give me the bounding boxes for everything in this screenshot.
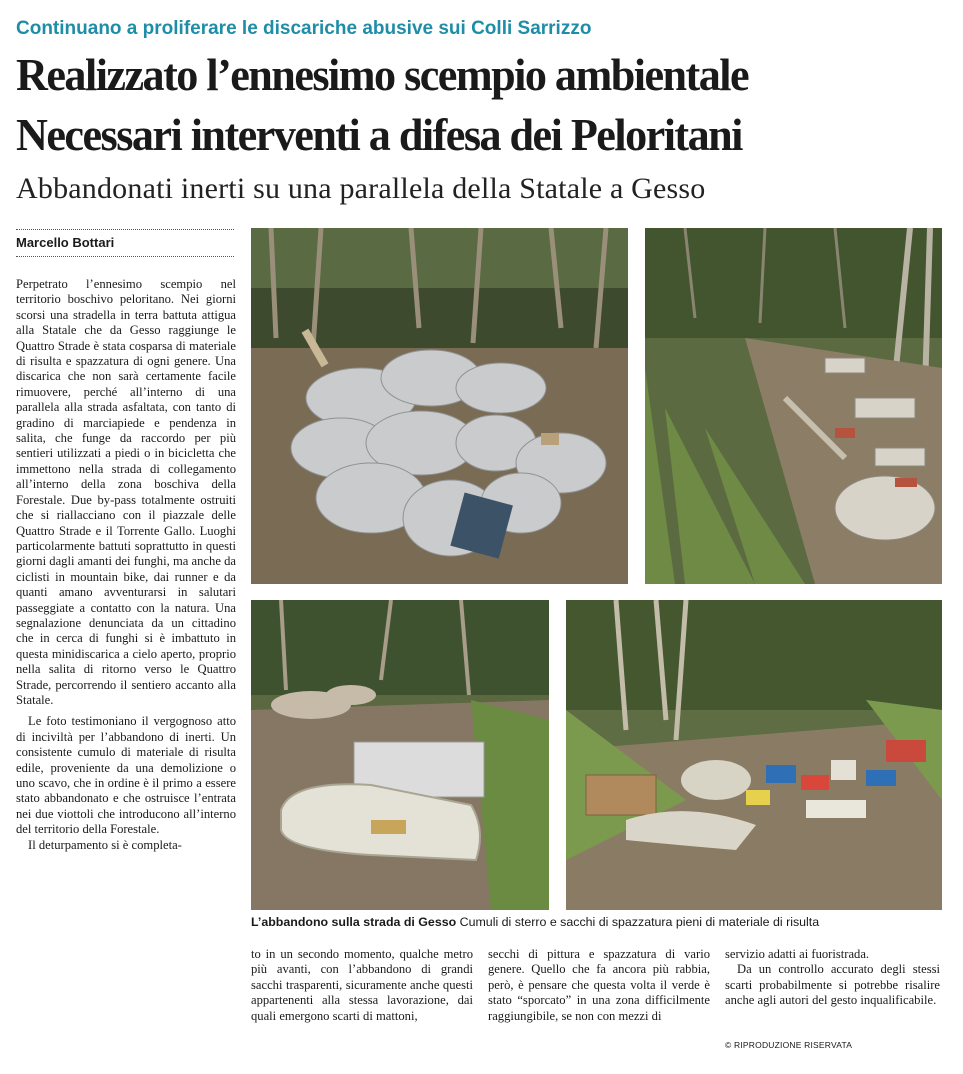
photo-caption xyxy=(251,915,819,929)
article-paragraph: Perpetrato l’ennesimo scempio nel territorio boschivo peloritano. Nei giorni scorsi una stradella in terra battuta attigua alla Statale che da Gesso raggiunge le Quattro Strade è stata cosparsa di materiale di risulta e spazzatura di ogni genere. Una discarica che non sarà certamente facile rimuovere, perché all’interno di una parallela alla strada asfaltata, con tanto di gradino di marciapiede e pendenza in salita, che funge da raccordo per più sentieri utilizzati a piedi o in bicicletta che immettono nella strada di collegamento all’interno della zona boschiva della Forestale. Due by-pass totalmente ostruiti che si riallacciano con il piazzale delle Quattro Strade e il Torrente Gallo. Luoghi particolarmente battuti soprattutto in questi giorni dagli amanti dei funghi, ma anche da ciclisti in mountain bike, dai runner e da quanti amano avventurarsi in salutari passeggiate a contatto con la natura. Una segnalazione denunciata da un cittadino che in cerca di funghi si è imbattuto in questa minidiscarica a cielo aperto, proprio nella salita di ritorno verso le Quattro Strade, percorrendo il sentiero accanto alla Statale. xyxy=(16,277,236,707)
article-column-2 xyxy=(251,947,473,1024)
copyright-notice: © RIPRODUZIONE RISERVATA xyxy=(725,1040,853,1050)
article-paragraph: Le foto testimoniano il vergognoso atto di inciviltà per l’abbandono di inerti. Un consistente cumulo di materiale di risulta edile, proveniente da una demolizione o uno scavo, che in ordine è il primo a essere stato abbandonato e che ostruisce l’entrata nei due viottoli che introducono all’interno del territorio della Forestale. xyxy=(16,714,236,837)
article-paragraph: secchi di pittura e spazzatura di vario genere. Quello che fa ancora più rabbia, però, è pensare che questa volta il verde è stato “sporcato” in una zona difficilmente raggiungibile, se non con mezzi di xyxy=(488,947,710,1023)
byline-rule-top xyxy=(16,229,234,230)
byline-rule-bottom xyxy=(16,256,234,257)
article-paragraph: Il deturpamento si è completa- xyxy=(28,837,182,852)
article-paragraph: servizio adatti ai fuoristrada. xyxy=(725,947,870,961)
headline-line-1: Realizzato l’ennesimo scempio ambientale xyxy=(16,49,749,100)
byline: Marcello Bottari xyxy=(16,235,115,250)
photo-mattress xyxy=(251,600,549,910)
caption-text: Cumuli di sterro e sacchi di spazzatura pieni di materiale di risulta xyxy=(459,915,820,929)
headline-line-2: Necessari interventi a difesa dei Peloritani xyxy=(16,109,742,160)
photo-garbage-bags xyxy=(251,228,628,584)
article-column-3 xyxy=(488,947,710,1024)
photo-scattered-trash xyxy=(566,600,942,910)
subheadline: Abbandonati inerti su una parallela della Statale a Gesso xyxy=(16,172,706,205)
photo-debris-path xyxy=(645,228,942,584)
article-column-1 xyxy=(16,277,236,853)
caption-title: L’abbandono sulla strada di Gesso xyxy=(251,915,457,929)
article-paragraph: to in un secondo momento, qualche metro più avanti, con l’abbandono di grandi sacchi trasparenti, sicuramente anche questi appartenenti alla stessa lavorazione, dai quali emergono scarti di mattoni, xyxy=(251,947,473,1023)
article-column-4 xyxy=(725,947,940,1009)
kicker: Continuano a proliferare le discariche abusive sui Colli Sarrizzo xyxy=(16,18,592,39)
article-paragraph: Da un controllo accurato degli stessi scarti probabilmente si potrebbe risalire anche agli autori del gesto inqualificabile. xyxy=(725,962,940,1008)
